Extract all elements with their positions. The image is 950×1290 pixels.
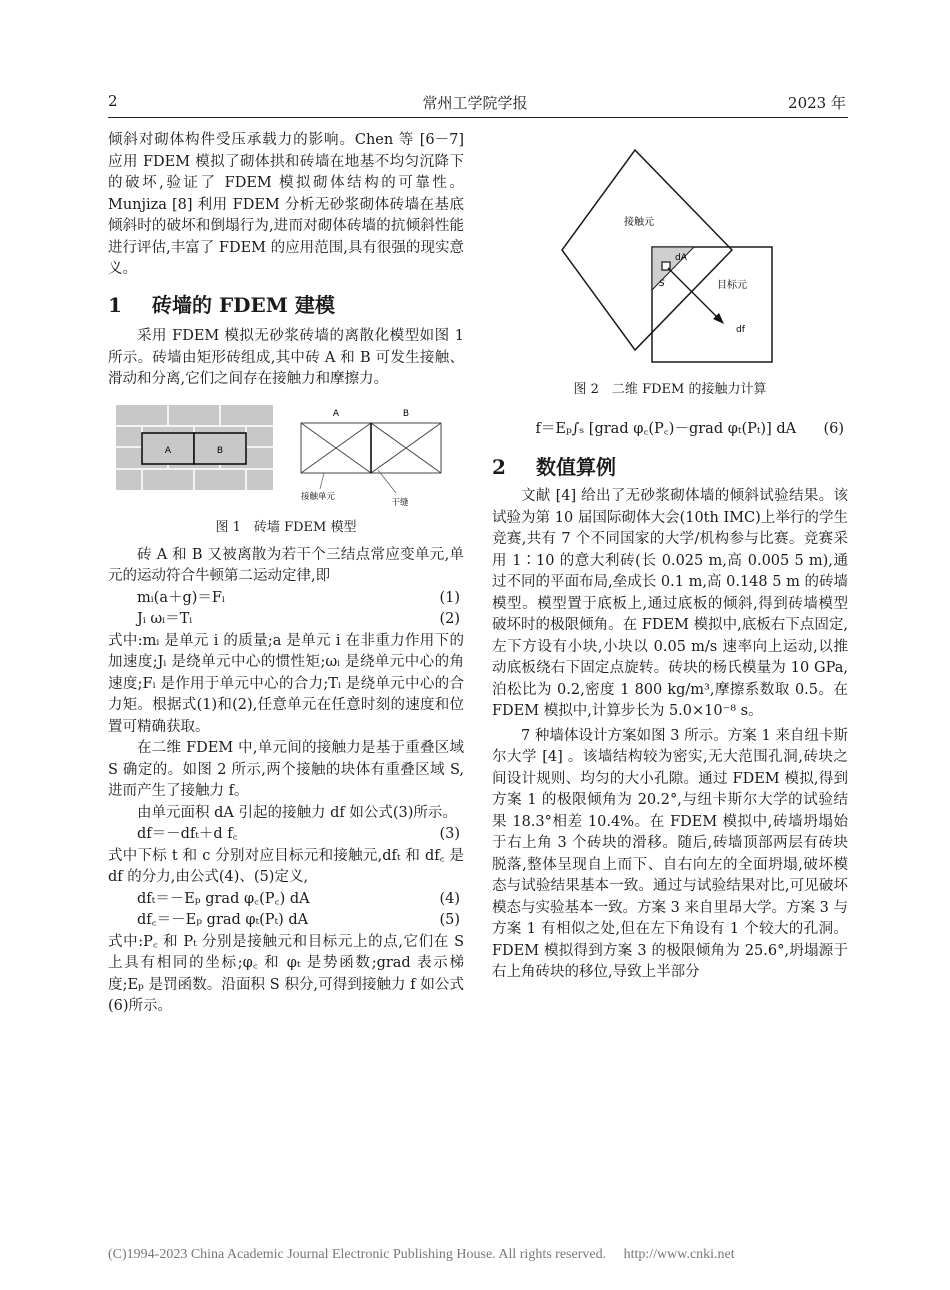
section-1-paragraph-3: 式中:mᵢ 是单元 i 的质量;a 是单元 i 在非重力作用下的加速度;Jᵢ 是绕单元中心的惯性矩;ωᵢ 是绕单元中心的角速度;Fᵢ 是作用于单元中心的合力;Tᵢ 是绕单元中心的合力矩。根据式(1)和(2),任意单元在任意时刻的速度和位置可精确获取。: [108, 632, 464, 735]
equation-1-body: mᵢ(a＋g)＝Fᵢ: [137, 589, 225, 606]
contact-element-diamond: [562, 150, 732, 350]
equation-5-number: (5): [439, 912, 460, 928]
df-label: df: [736, 325, 745, 335]
section-2-number: 2: [492, 454, 506, 479]
equation-2-number: (2): [439, 611, 460, 627]
equation-4-number: (4): [439, 890, 460, 907]
dry-joint-label: 干缝: [391, 497, 409, 508]
force-arrow-line: [668, 268, 720, 320]
equation-5: [108, 910, 464, 932]
contact-force-figure: [492, 130, 848, 375]
journal-title: 常州工学院学报: [422, 94, 528, 112]
figure-1-caption: 图 1 砖墙 FDEM 模型: [215, 519, 357, 535]
equation-1: [108, 588, 464, 610]
figure-2: [492, 130, 848, 405]
brick-wall-figure: [108, 405, 464, 515]
section-1-paragraph-6: 式中下标 t 和 c 分别对应目标元和接触元,dfₜ 和 df꜀ 是 df 的分力,由公式(4)、(5)定义,: [108, 847, 464, 885]
section-1-paragraph-4: 在二维 FDEM 中,单元间的接触力是基于重叠区域 S 确定的。如图 2 所示,两个接触的块体有重叠区域 S,进而产生了接触力 f。: [108, 740, 464, 799]
section-1-heading: [108, 292, 464, 317]
section-2-heading: [492, 454, 848, 479]
section-1-title: 砖墙的 FDEM 建模: [152, 292, 335, 317]
da-label: dA: [675, 253, 687, 263]
section-2-paragraph-2: 7 种墙体设计方案如图 3 所示。方案 1 来自纽卡斯尔大学 [4] 。该墙结构较为密实,无大范围孔洞,砖块之间设计规则、均匀的大小孔隙。通过 FDEM 模拟,得到方案 1 的极限倾角为 20.2°,与纽卡斯尔大学的试验结果 18.3°相差 10.4%。在 FDEM 模拟中,砖墙坍塌始于右上角 3 个砖块的滑移。随后,砖墙顶部两层有砖块脱落,整体呈现自上而下、自右向左的全面坍塌,破坏模态与试验结果基本一致。通过与试验结果对比,可见破坏模态与实验基本一致。方案 3 来自里昂大学。方案 3 与方案 1 有相似之处,但在左下角设有 1 个较大的孔洞。FDEM 模拟得到方案 3 的极限倾角为 25.6°,坍塌源于右上角砖块的移位,导致上半部分: [492, 727, 848, 980]
equation-6-number: (6): [823, 421, 844, 437]
equation-1-number: (1): [439, 589, 460, 606]
intro-paragraph: 倾斜对砌体构件受压承载力的影响。Chen 等 [6－7] 应用 FDEM 模拟了砌体拱和砖墙在地基不均匀沉降下的破坏,验证了 FDEM 模拟砌体结构的可靠性。Munjiza [8] 利用 FDEM 分析无砂浆砌体砖墙在基底倾斜时的破坏和倒塌行为,进而对砌体砖墙的抗倾斜性能进行评估,丰富了 FDEM 的应用范围,具有很强的现实意义。: [108, 132, 464, 277]
contact-leader: [320, 473, 324, 489]
equation-2-body: Jᵢ ωᵢ＝Tᵢ: [137, 611, 193, 627]
publication-year: 2023 年: [788, 94, 846, 112]
target-element-label: 目标元: [717, 280, 747, 291]
section-2-paragraph-1: 文献 [4] 给出了无砂浆砌体墙的倾斜试验结果。该试验为第 10 届国际砌体大会(10th IMC)上举行的学生竞赛,共有 7 个不同国家的大学/机构参与比赛。竞赛采用 1∶10 的意大利砖(长 0.025 m,高 0.005 5 m),通过不同的平面布局,垒成长 0.1 m,高 0.148 5 m 的砖墙模型。模型置于底板上,通过底板的倾斜,得到砖墙模型破坏时的极限倾角。在 FDEM 模拟中,底板右下点固定,左下方设有小块,小块以 0.05 m/s 速率向上运动,以推动底板绕右下固定点旋转。砖块的杨氏模量为 10 GPa,泊松比为 0.2,密度 1 800 kg/m³,摩擦系数取 0.5。在 FDEM 模拟中,计算步长为 5.0×10⁻⁸ s。: [492, 488, 848, 719]
equation-4: [108, 889, 464, 911]
section-1-paragraph-7: 式中:P꜀ 和 Pₜ 分别是接触元和目标元上的点,它们在 S 上具有相同的坐标;φ꜀ 和 φₜ 是势函数;grad 表示梯度;Eₚ 是罚函数。沿面积 S 积分,可得到接触力 f 如公式(6)所示。: [108, 933, 464, 1014]
equation-2: [108, 609, 464, 631]
header-rule: [108, 117, 848, 118]
section-2-title: 数值算例: [536, 454, 616, 479]
equation-6-body: f＝Eₚ∫ₛ [grad φ꜀(P꜀)－grad φₜ(Pₜ)] dA: [535, 421, 797, 437]
section-1-number: 1: [108, 292, 122, 317]
mesh-b-label: B: [402, 408, 410, 419]
s-label: S: [659, 279, 665, 289]
contact-element-label: 接触单元: [300, 491, 336, 502]
page-number: 2: [108, 92, 118, 110]
equation-5-body: df꜀＝－Eₚ grad φₜ(Pₜ) dA: [137, 912, 309, 928]
equation-6: [492, 419, 848, 441]
left-column: [108, 130, 464, 1018]
equation-3: [108, 824, 464, 846]
figure-1: [108, 405, 464, 545]
equation-3-number: (3): [439, 826, 460, 842]
mesh-a-label: A: [332, 408, 340, 419]
copyright-footer: (C)1994-2023 China Academic Journal Electronic Publishing House. All rights reserved. http://www.cnki.net: [108, 1247, 735, 1262]
section-1-paragraph-1: 采用 FDEM 模拟无砂浆砖墙的离散化模型如图 1 所示。砖墙由矩形砖组成,其中砖 A 和 B 可发生接触、滑动和分离,它们之间存在接触力和摩擦力。: [108, 328, 464, 387]
brick-a-label: A: [164, 445, 172, 456]
contact-element-label: 接触元: [624, 217, 654, 228]
section-1-paragraph-2: 砖 A 和 B 又被离散为若干个三结点常应变单元,单元的运动符合牛顿第二运动定律,即: [108, 546, 464, 584]
section-1-paragraph-5: 由单元面积 dA 引起的接触力 df 如公式(3)所示。: [137, 804, 457, 821]
right-column: [492, 130, 848, 984]
equation-4-body: dfₜ＝－Eₚ grad φ꜀(P꜀) dA: [137, 890, 310, 907]
equation-3-body: df＝－dfₜ＋d f꜀: [137, 826, 238, 842]
figure-2-caption: 图 2 二维 FDEM 的接触力计算: [573, 382, 767, 397]
brick-b-label: B: [216, 445, 224, 456]
